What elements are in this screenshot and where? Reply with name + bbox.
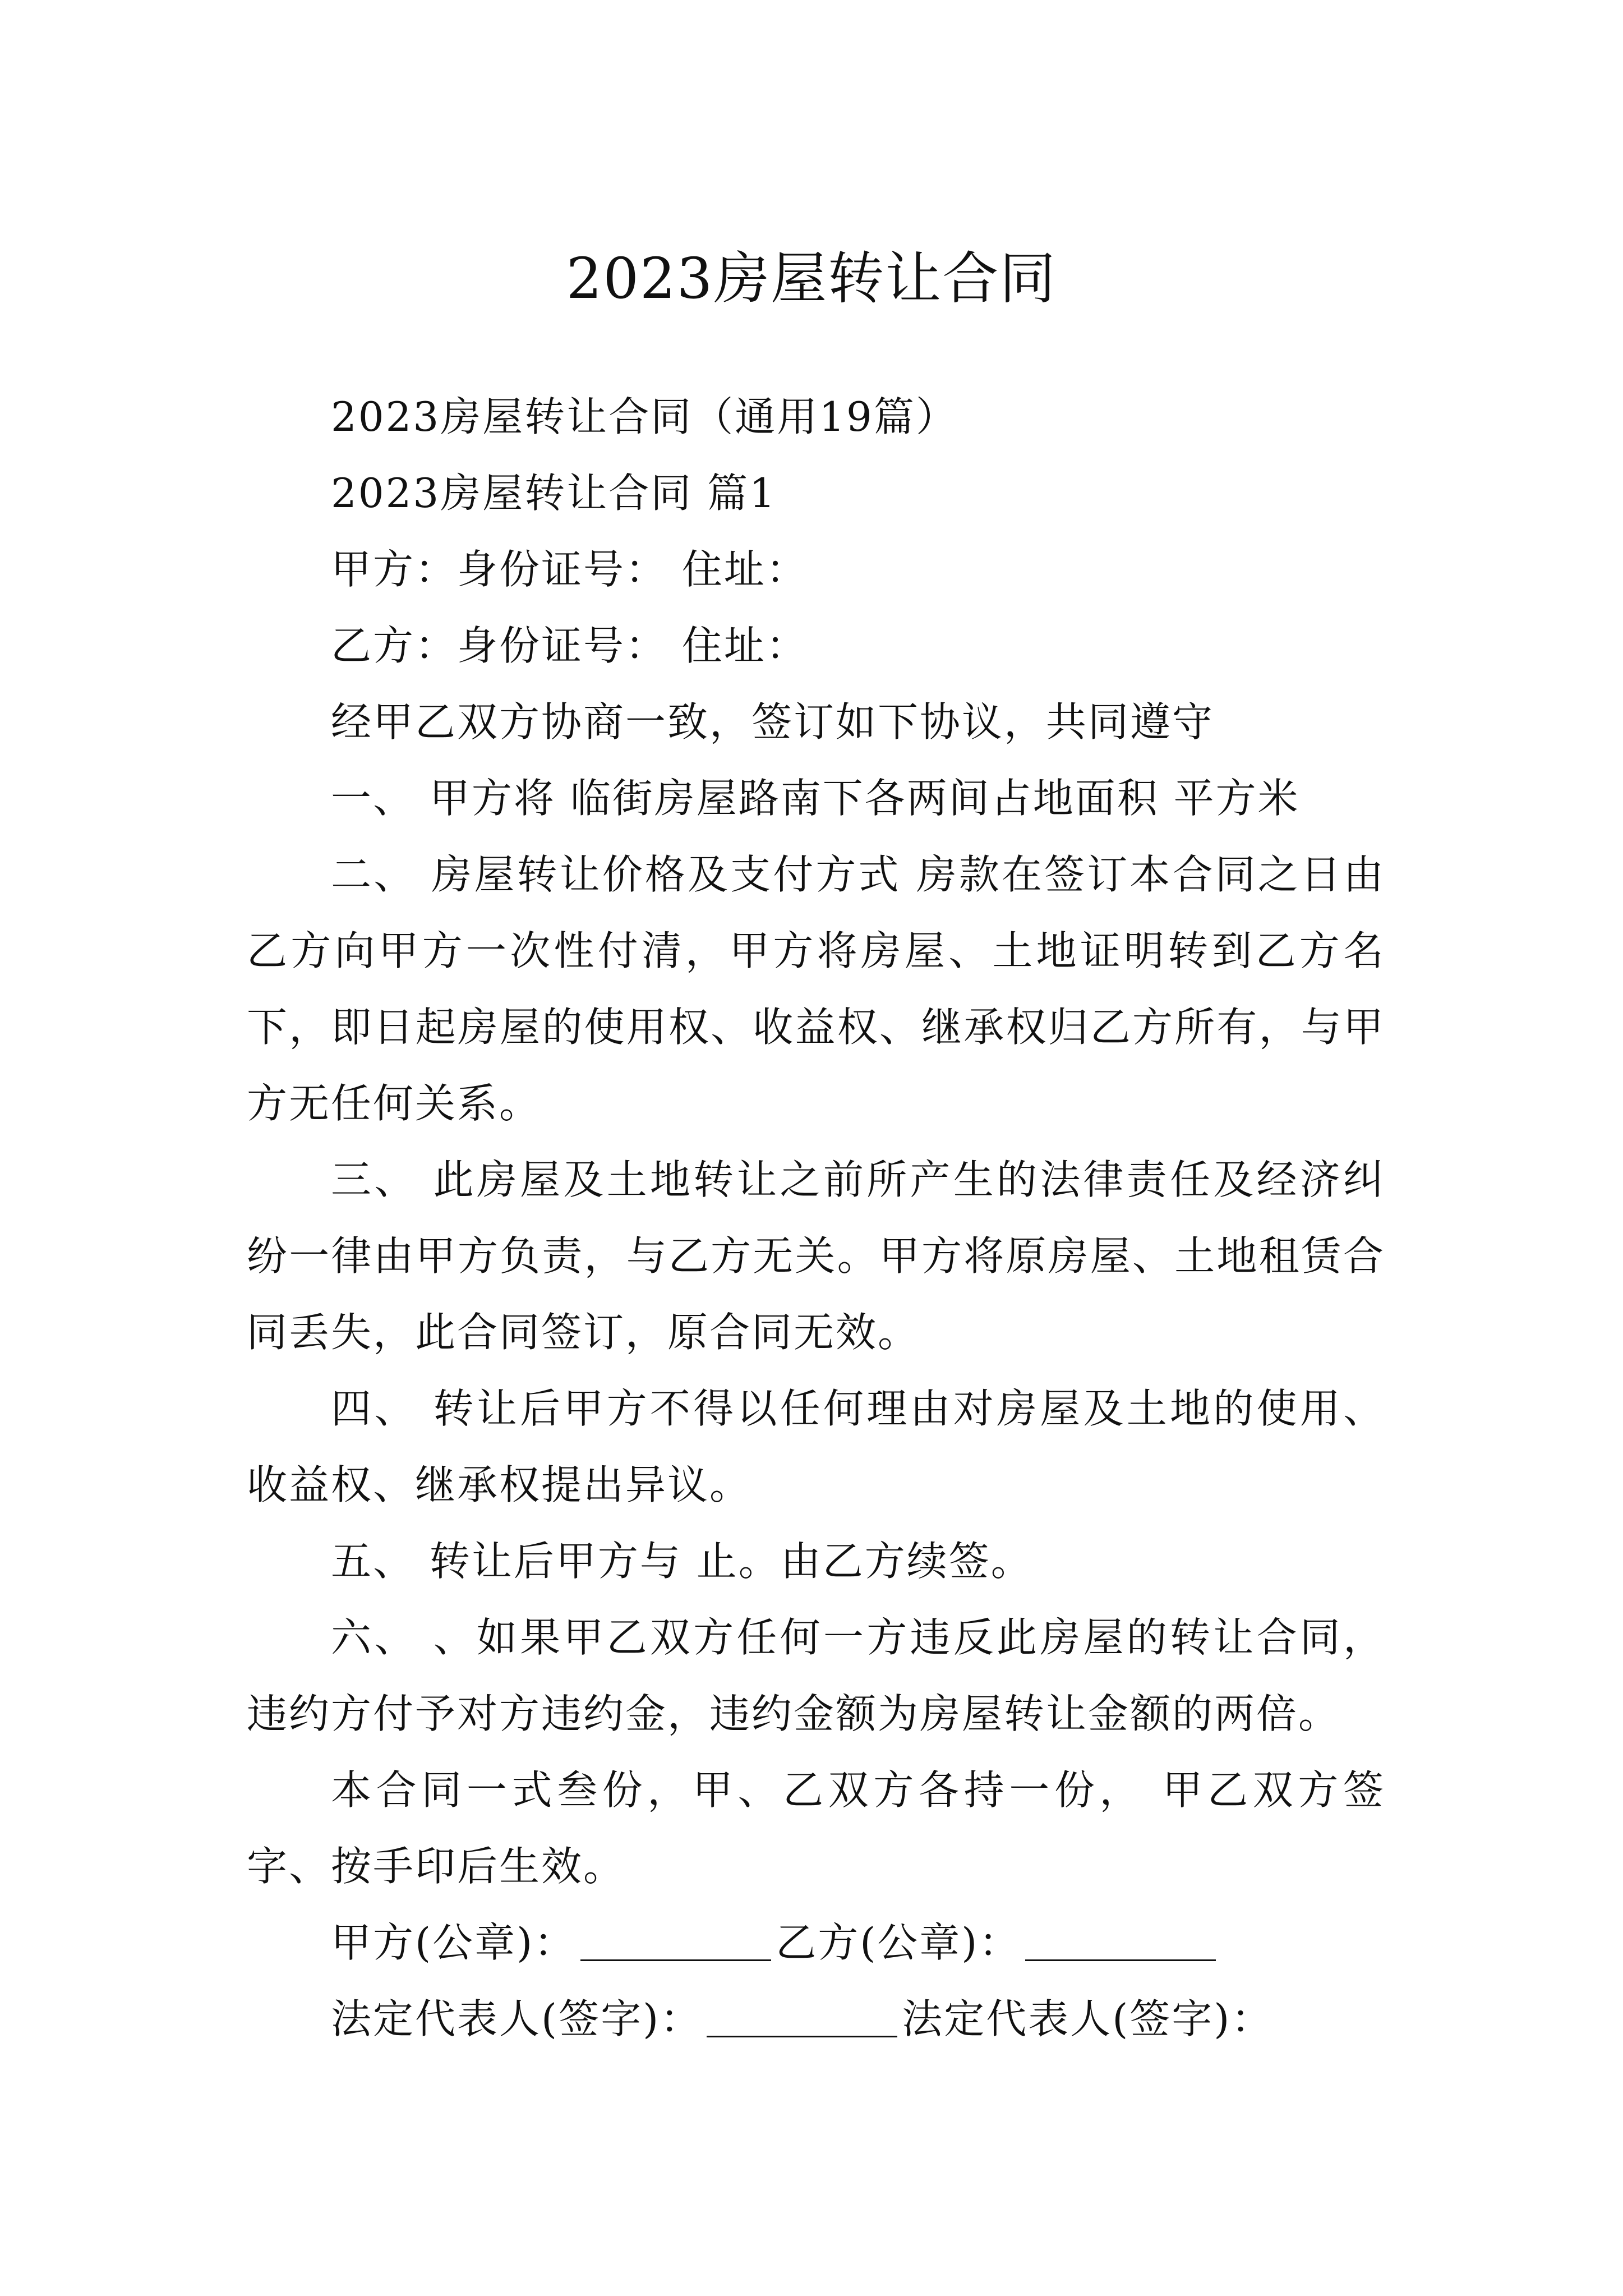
- party-a-seal-label: 甲方(公章)：: [331, 1919, 577, 1966]
- party-b-seal-blank: [1025, 1926, 1216, 1961]
- signature-line-seals: [247, 1904, 1385, 1981]
- signature-line-representatives: [247, 1981, 1385, 2057]
- rep-b-label: 法定代表人(签字)：: [902, 1995, 1274, 2042]
- party-b-seal-label: 乙方(公章)：: [776, 1919, 1021, 1966]
- party-a-seal-blank: [580, 1926, 771, 1961]
- document-title: 2023房屋转让合同: [566, 246, 1057, 311]
- paragraph-copies: 本合同一式叁份，甲、乙双方各持一份， 甲乙双方签字、按手印后生效。: [247, 1766, 1385, 1890]
- paragraph-party-b: 乙方：身份证号： 住址：: [331, 622, 808, 669]
- paragraph-section-heading: 2023房屋转让合同 篇1: [331, 470, 777, 517]
- rep-a-label: 法定代表人(签字)：: [331, 1995, 703, 2042]
- paragraph-clause-2: 二、 房屋转让价格及支付方式 房款在签订本合同之日由乙方向甲方一次性付清，甲方将房屋、土地证明转到乙方名下，即日起房屋的使用权、收益权、继承权归乙方所有，与甲方无任何关系。: [247, 851, 1385, 1127]
- rep-a-blank: [707, 2002, 897, 2037]
- paragraph-subtitle: 2023房屋转让合同（通用19篇）: [331, 393, 958, 440]
- paragraph-clause-1: 一、 甲方将 临街房屋路南下各两间占地面积 平方米: [331, 775, 1300, 822]
- paragraph-clause-4: 四、 转让后甲方不得以任何理由对房屋及土地的使用、收益权、继承权提出异议。: [247, 1385, 1385, 1508]
- paragraph-clause-3: 三、 此房屋及土地转让之前所产生的法律责任及经济纠纷一律由甲方负责，与乙方无关。甲方将原房屋、土地租赁合同丢失，此合同签订，原合同无效。: [247, 1156, 1385, 1356]
- paragraph-clause-6: 六、 、如果甲乙双方任何一方违反此房屋的转让合同，违约方付予对方违约金，违约金额为房屋转让金额的两倍。: [247, 1614, 1385, 1737]
- paragraph-party-a: 甲方：身份证号： 住址：: [331, 546, 808, 593]
- paragraph-clause-5: 五、 转让后甲方与 止。由乙方续签。: [331, 1538, 1033, 1585]
- document-body: [247, 379, 1385, 2057]
- paragraph-preamble: 经甲乙双方协商一致，签订如下协议，共同遵守: [331, 698, 1215, 746]
